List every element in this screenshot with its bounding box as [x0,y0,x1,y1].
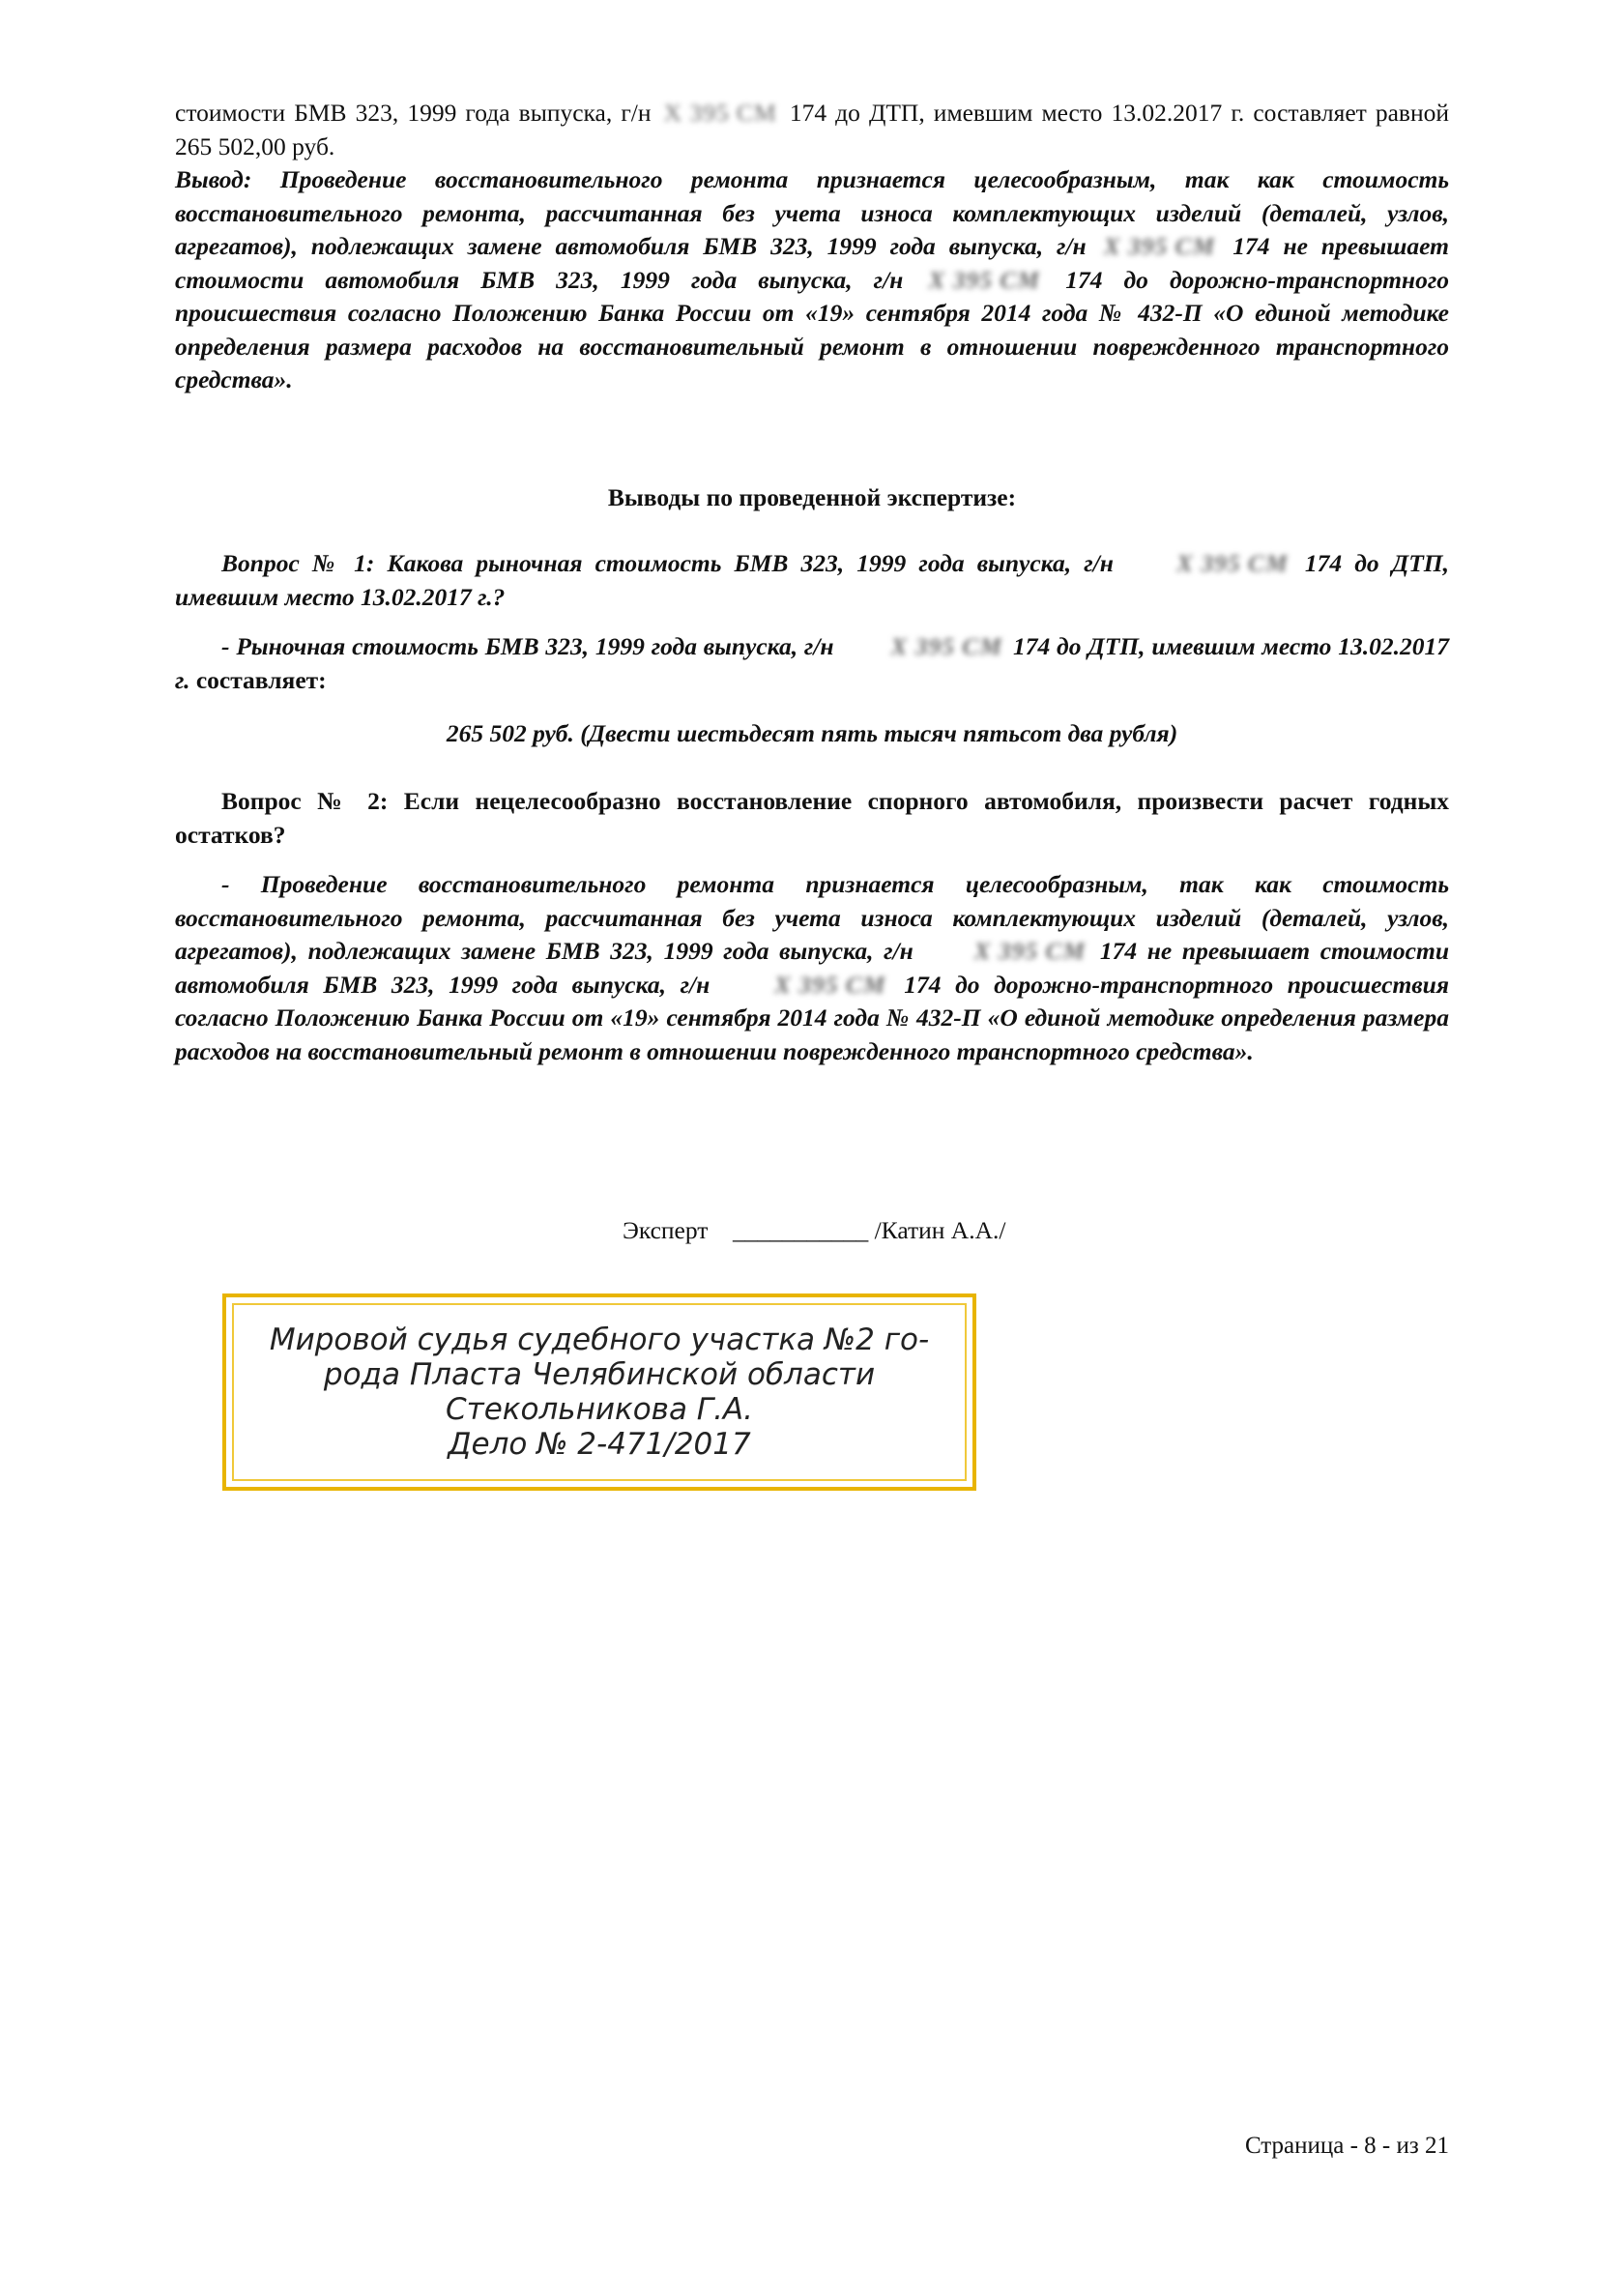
top-paragraph [175,97,1449,397]
answer-2-part1: - Проведение восстановительного ремонта признается целесообразным, так как стоимость восстановительного ремонта, рассчитанная без учета износа комплектующих изделий (деталей, узлов, агрегатов), подлежащих замене БМВ 323, 1999 года выпуска, г/н [175,870,1449,965]
section-heading: Выводы по проведенной экспертизе: [607,483,1017,511]
redacted-plate: Х 395 СМ [973,937,1087,965]
signature-name: /Катин А.А./ [874,1216,1006,1244]
answer-1 [175,630,1449,697]
question-1-part2: 174 до ДТП, имевшим место 13.02.2017 г.? [175,549,1450,611]
signature-line: ___________ [732,1216,869,1244]
answer-2-part3: 174 до дорожно-транспортного происшествия согласно Положению Банка России от «19» сентября 2014 года № 432-П «О единой методике определения размера расходов на восстановительный ремонт в отношении поврежденного транспортного средства». [175,970,1449,1065]
stamp-line-3: Стекольникова Г.А. [446,1392,753,1427]
conclusion-part1: Вывод: Проведение восстановительного ремонта признается целесообразным, так как стоимость восстановительного ремонта, рассчитанная без учета износа комплектующих изделий (деталей, узлов, агрегатов), подлежащих замене автомобиля БМВ 323, 1999 года выпуска, г/н [175,165,1449,260]
answer-1-part1: - Рыночная стоимость БМВ 323, 1999 года выпуска, г/н [221,632,834,660]
answer-1-part3: составляет: [195,665,327,694]
stamp-line-1: Мировой судья судебного участка №2 го- [269,1322,930,1357]
question-1-part1: Вопрос № 1: Какова рыночная стоимость БМВ 323, 1999 года выпуска, г/н [221,549,1114,577]
answer-1-amount: 265 502 руб. (Двести шестьдесят пять тысяч пятьсот два рубля) [446,719,1178,747]
stamp-line-4: Дело № 2-471/2017 [448,1427,751,1462]
redacted-plate: Х 395 СМ [1103,232,1216,260]
signature-label: Эксперт [623,1216,709,1244]
redacted-plate: Х 395 СМ [1176,549,1289,577]
court-stamp [222,1293,976,1491]
conclusion-paragraph [175,163,1449,397]
expert-signature [623,1216,1005,1245]
court-stamp-inner [232,1303,967,1481]
redacted-plate: Х 395 СМ [890,632,1003,660]
question-2: Вопрос № 2: Если нецелесообразно восстановление спорного автомобиля, произвести расчет годных остатков? [175,787,1449,849]
redacted-plate: Х 395 СМ [928,265,1041,294]
answer-1-part2: 174 до ДТП, имевшим место 13.02.2017 г. [175,632,1450,694]
answer-2-part2: 174 не превышает стоимости автомобиля БМВ 323, 1999 года выпуска, г/н [175,937,1450,999]
stamp-line-2: рода Пласта Челябинской области [323,1357,876,1392]
conclusion-part2: 174 не превышает стоимости автомобиля БМВ 323, 1999 года выпуска, г/н [175,232,1449,294]
redacted-plate: Х 395 СМ [663,99,777,127]
conclusion-part3: 174 до дорожно-транспортного происшествия согласно Положению Банка России от «19» сентября 2014 года № 432-П «О единой методике определения размера расходов на восстановительный ремонт в отношении поврежденного транспортного средства». [175,265,1449,393]
question-1 [175,547,1449,614]
answer-2 [175,868,1449,1068]
page-number: Страница - 8 - из 21 [1244,2133,1449,2159]
redacted-plate: Х 395 СМ [773,970,886,999]
top-text-after-plate: 174 до ДТП, имевшим место 13.02.2017 г. составляет равной 265 502,00 руб. [175,99,1450,160]
top-text-before-plate: стоимости БМВ 323, 1999 года выпуска, г/н [175,99,652,127]
